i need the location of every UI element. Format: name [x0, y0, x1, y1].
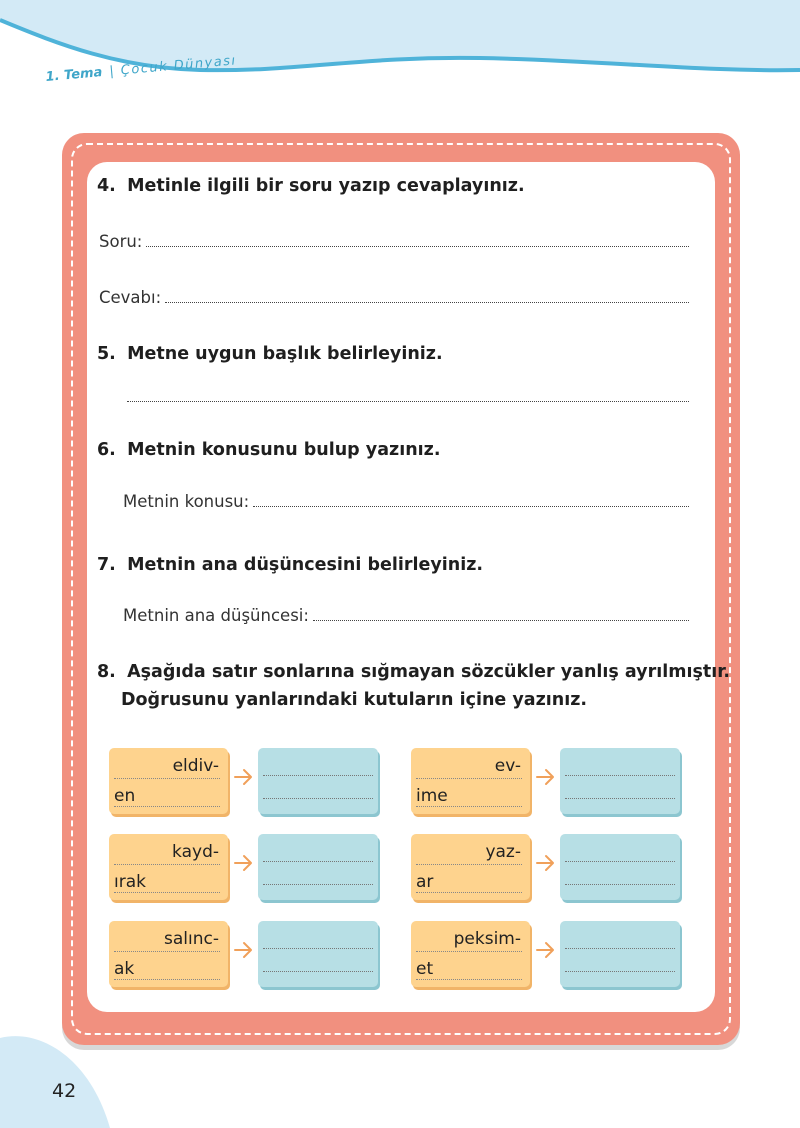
split-word-box	[109, 921, 228, 987]
word-part-1: ev-	[494, 756, 521, 776]
word-pair	[109, 834, 381, 900]
question-text: Metinle ilgili bir soru yazıp cevaplayınız.	[127, 176, 525, 196]
answer-box[interactable]	[258, 834, 378, 900]
arrow-right-icon	[233, 764, 255, 790]
split-word-box	[411, 748, 530, 814]
word-part-1: eldiv-	[172, 756, 219, 776]
question-number: 7.	[97, 555, 116, 575]
exercise-card	[87, 162, 731, 1012]
split-word-box	[109, 748, 228, 814]
word-part-2: ime	[416, 786, 448, 806]
question-text: Metnin konusunu bulup yazınız.	[127, 440, 441, 460]
word-part-2: en	[114, 786, 136, 806]
question-number: 5.	[97, 344, 116, 364]
theme-name: Çocuk Dünyası	[120, 53, 238, 79]
question-6	[97, 440, 441, 460]
word-part-1: yaz-	[485, 842, 521, 862]
exercise-frame	[62, 133, 740, 1045]
answer-box[interactable]	[258, 921, 378, 987]
split-word-box	[109, 834, 228, 900]
word-part-2: ırak	[114, 872, 146, 892]
question-7	[97, 555, 483, 575]
ana-dusunce-answer-line[interactable]	[313, 619, 689, 621]
question-number: 8.	[97, 662, 116, 682]
arrow-right-icon	[535, 850, 557, 876]
question-text: Aşağıda satır sonlarına sığmayan sözcükler yanlış ayrılmıştır.	[127, 662, 731, 682]
word-part-2: et	[416, 959, 434, 979]
word-pair	[109, 921, 381, 987]
ana-dusunce-field[interactable]	[123, 606, 689, 625]
word-pair	[411, 748, 683, 814]
soru-field[interactable]	[99, 232, 689, 251]
question-number: 6.	[97, 440, 116, 460]
answer-box[interactable]	[560, 748, 680, 814]
word-pair	[411, 834, 683, 900]
question-text: Metne uygun başlık belirleyiniz.	[127, 344, 443, 364]
split-word-box	[411, 921, 530, 987]
word-part-1: kayd-	[172, 842, 219, 862]
arrow-right-icon	[233, 850, 255, 876]
word-pair	[109, 748, 381, 814]
word-pair	[411, 921, 683, 987]
ana-dusunce-label: Metnin ana düşüncesi:	[123, 606, 309, 625]
soru-label: Soru:	[99, 232, 143, 251]
answer-box[interactable]	[560, 921, 680, 987]
cevap-field[interactable]	[99, 288, 689, 307]
cevap-label: Cevabı:	[99, 288, 162, 307]
baslik-answer-line[interactable]	[127, 400, 689, 402]
word-part-2: ak	[114, 959, 135, 979]
question-text: Metnin ana düşüncesini belirleyiniz.	[127, 555, 484, 575]
question-8-line-2: Doğrusunu yanlarındaki kutuların içine yazınız.	[121, 690, 588, 710]
answer-box[interactable]	[560, 834, 680, 900]
cevap-answer-line[interactable]	[165, 301, 689, 303]
page-number: 42	[52, 1080, 77, 1102]
arrow-right-icon	[535, 937, 557, 963]
theme-number: 1. Tema	[45, 65, 103, 85]
question-8	[97, 662, 730, 682]
question-number: 4.	[97, 176, 116, 196]
word-part-1: peksim-	[453, 929, 521, 949]
konu-field[interactable]	[123, 492, 689, 511]
word-part-1: salınc-	[164, 929, 219, 949]
arrow-right-icon	[233, 937, 255, 963]
question-4	[97, 176, 525, 196]
konu-label: Metnin konusu:	[123, 492, 250, 511]
arrow-right-icon	[535, 764, 557, 790]
answer-box[interactable]	[258, 748, 378, 814]
question-5	[97, 344, 443, 364]
word-part-2: ar	[416, 872, 434, 892]
split-word-box	[411, 834, 530, 900]
konu-answer-line[interactable]	[253, 505, 689, 507]
theme-separator: |	[108, 64, 115, 80]
soru-answer-line[interactable]	[146, 245, 689, 247]
